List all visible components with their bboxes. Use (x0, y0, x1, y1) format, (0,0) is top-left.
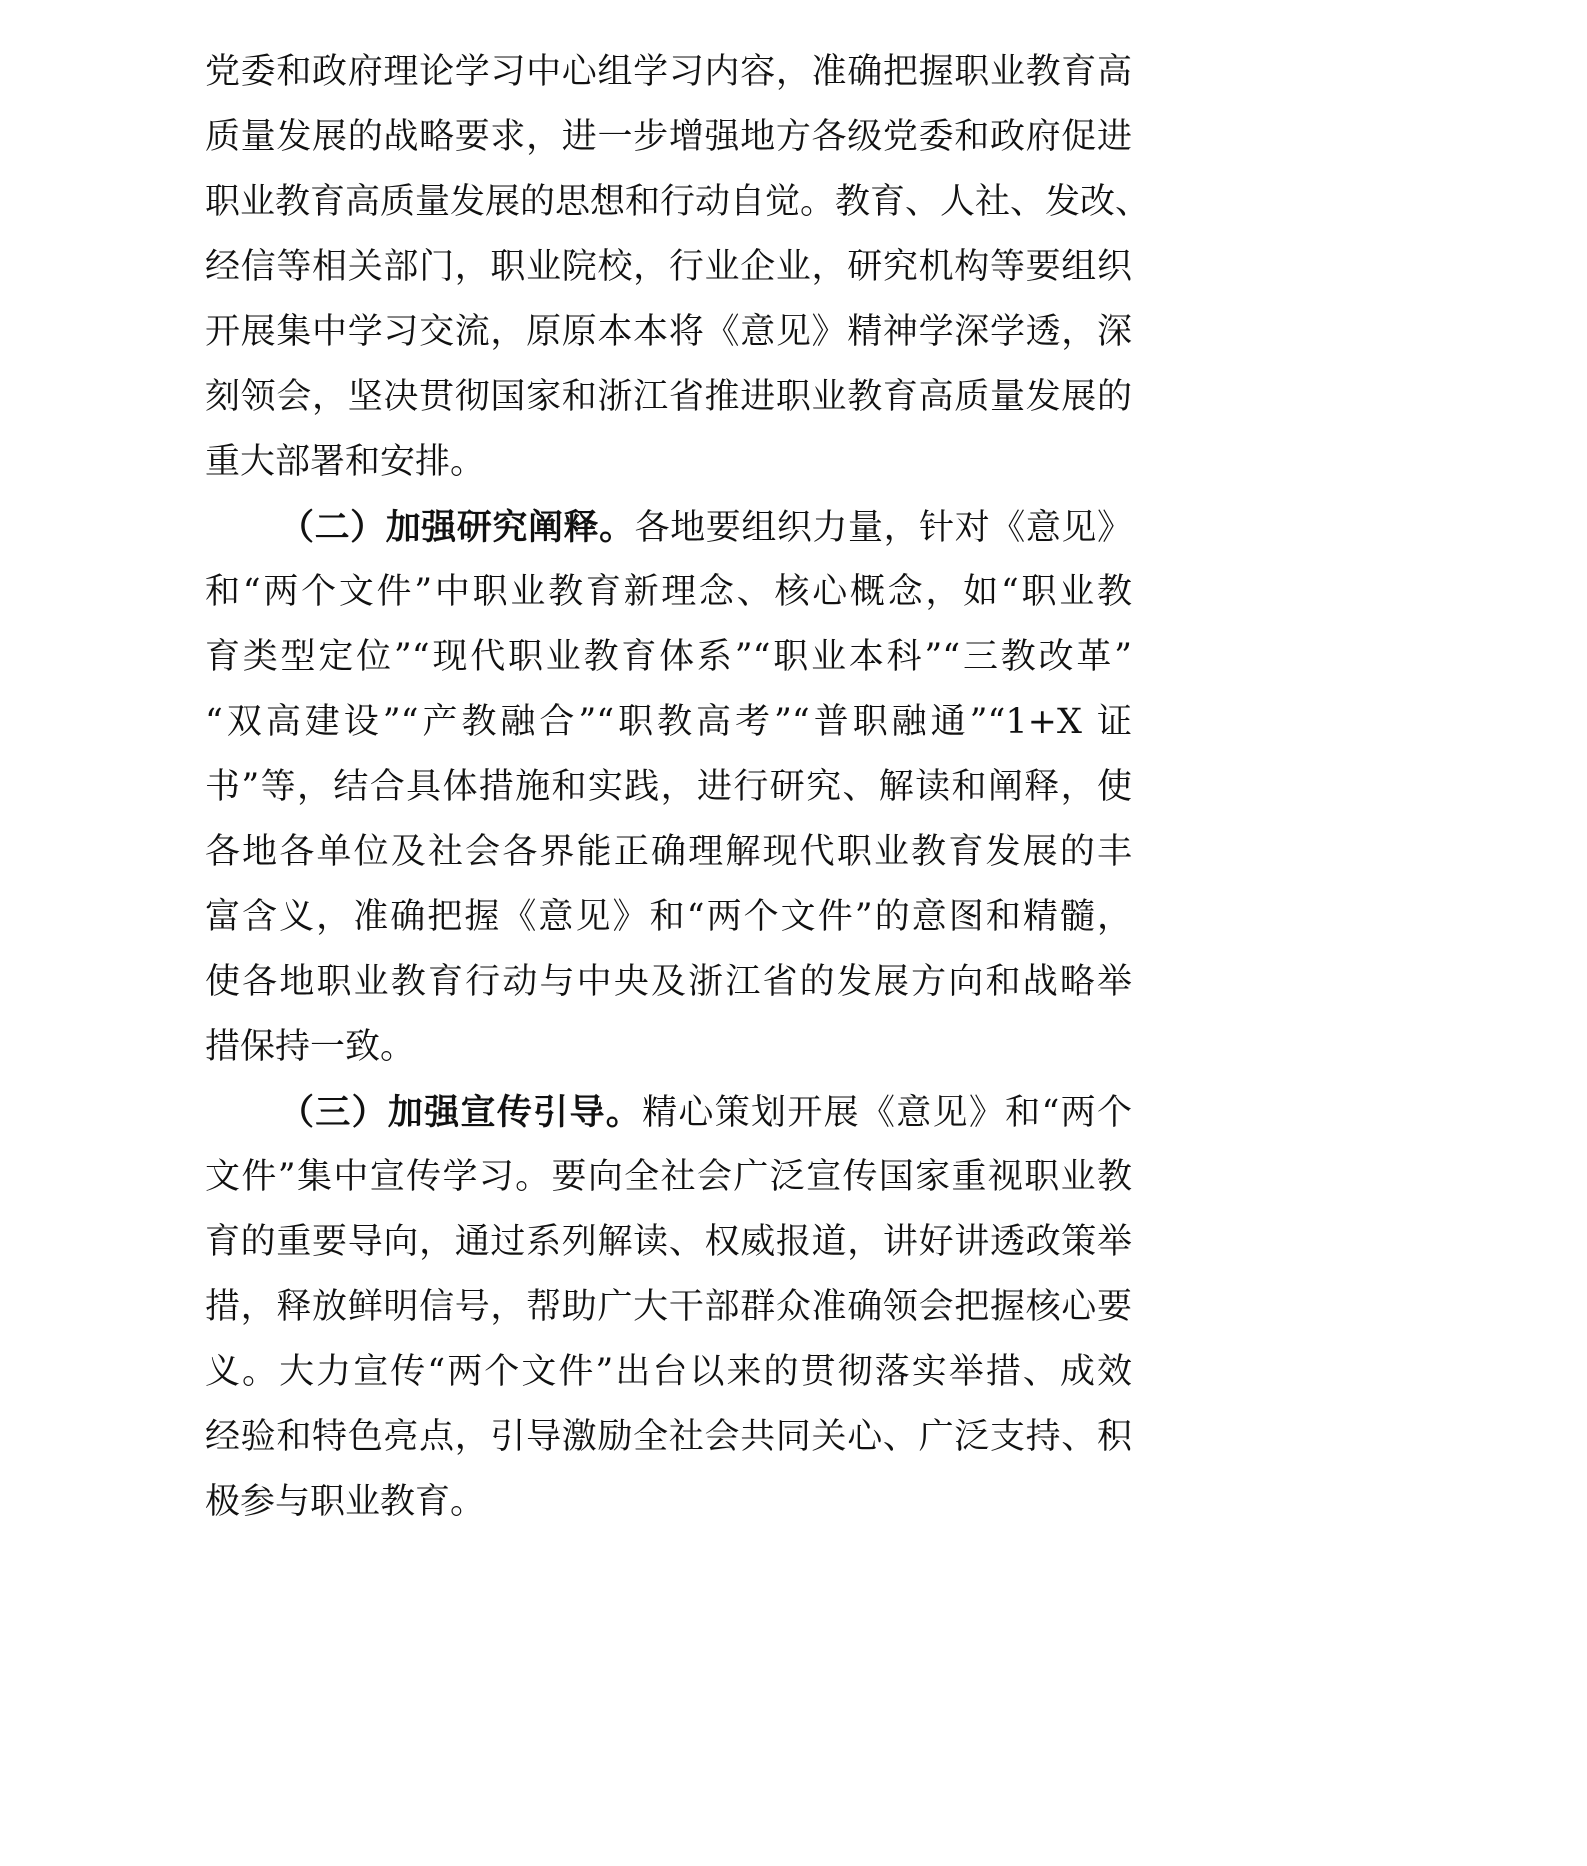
paragraph-first-line (205, 495, 1132, 560)
section-heading: （二）加强研究阐释。 (279, 507, 635, 548)
text-line: 富含义，准确把握《意见》和“两个文件”的意图和精髓， (205, 897, 1132, 937)
text-line: 各地各单位及社会各界能正确理解现代职业教育发展的丰 (205, 832, 1132, 872)
paragraph-first-line (205, 1080, 1132, 1145)
text-line: 重大部署和安排。 (205, 442, 486, 482)
text-line: 育的重要导向，通过系列解读、权威报道，讲好讲透政策举 (205, 1222, 1132, 1262)
text-line: 书”等，结合具体措施和实践，进行研究、解读和阐释，使 (205, 767, 1132, 807)
text-line: 极参与职业教育。 (205, 1482, 486, 1522)
section-heading: （三）加强宣传引导。 (279, 1092, 643, 1133)
paragraph-research-interpretation (205, 495, 1132, 1080)
paragraph-study-continuation (205, 40, 1151, 495)
document-page (205, 40, 1151, 1535)
text-line: 经验和特色亮点，引导激励全社会共同关心、广泛支持、积 (205, 1417, 1132, 1457)
text-line: 质量发展的战略要求，进一步增强地方各级党委和政府促进 (205, 117, 1132, 157)
text-run: 各地要组织力量，针对《意见》 (634, 508, 1132, 548)
text-line: 和“两个文件”中职业教育新理念、核心概念，如“职业教 (205, 572, 1132, 612)
text-line: 经信等相关部门，职业院校，行业企业，研究机构等要组织 (205, 247, 1132, 287)
paragraph-publicity-guidance (205, 1080, 1132, 1535)
text-line: 措，释放鲜明信号，帮助广大干部群众准确领会把握核心要 (205, 1287, 1132, 1327)
text-line: 职业教育高质量发展的思想和行动自觉。教育、人社、发改、 (205, 182, 1151, 222)
text-line: “双高建设”“产教融合”“职教高考”“普职融通”“1+X 证 (205, 702, 1132, 742)
text-run: 精心策划开展《意见》和“两个 (642, 1093, 1132, 1133)
text-line: 文件”集中宣传学习。要向全社会广泛宣传国家重视职业教 (205, 1157, 1132, 1197)
text-line: 刻领会，坚决贯彻国家和浙江省推进职业教育高质量发展的 (205, 377, 1132, 417)
text-line: 开展集中学习交流，原原本本将《意见》精神学深学透，深 (205, 312, 1132, 352)
text-line: 使各地职业教育行动与中央及浙江省的发展方向和战略举 (205, 962, 1132, 1002)
text-line: 党委和政府理论学习中心组学习内容，准确把握职业教育高 (205, 52, 1132, 92)
text-line: 育类型定位”“现代职业教育体系”“职业本科”“三教改革” (205, 637, 1132, 677)
text-line: 措保持一致。 (205, 1027, 416, 1067)
text-line: 义。大力宣传“两个文件”出台以来的贯彻落实举措、成效 (205, 1352, 1132, 1392)
